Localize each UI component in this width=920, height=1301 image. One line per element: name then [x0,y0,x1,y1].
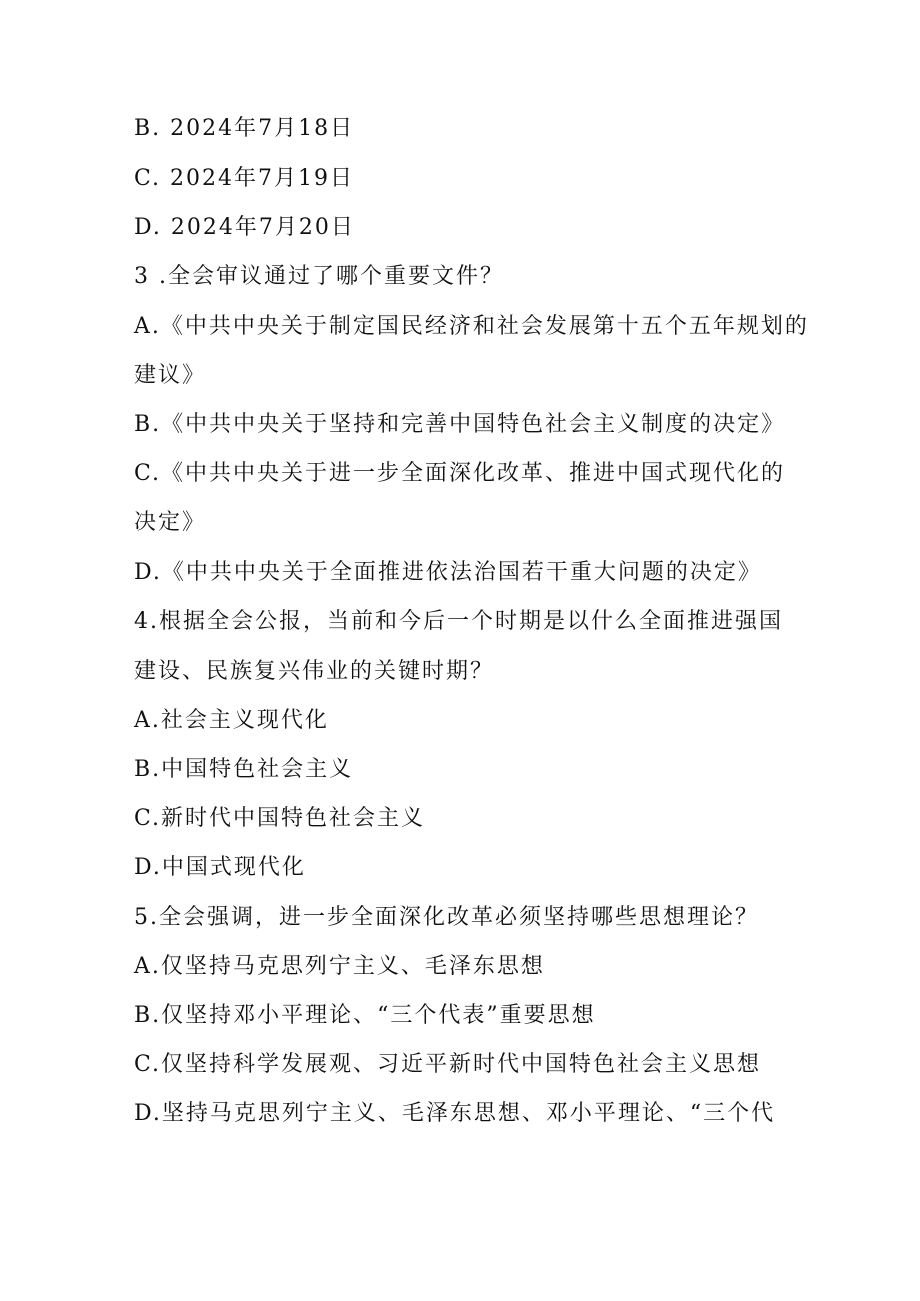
option-b-q3: B.《中共中央关于坚持和完善中国特色社会主义制度的决定》 [134,412,786,437]
option-d-q3: D.《中共中央关于全面推进依法治国若干重大问题的决定》 [134,560,762,585]
option-c-q2: C. 2024年7月19日 [134,166,355,191]
option-a-q3-line2: 建议》 [134,363,207,388]
option-a-q4: A.社会主义现代化 [134,708,329,733]
option-c-q5: C.仅坚持科学发展观、习近平新时代中国特色社会主义思想 [134,1052,762,1077]
option-a-q3-line1: A.《中共中央关于制定国民经济和社会发展第十五个五年规划的 [134,314,809,339]
option-d-q4: D.中国式现代化 [134,855,306,880]
option-c-q3-line2: 决定》 [134,510,207,535]
option-d-q5: D.坚持马克思列宁主义、毛泽东思想、邓小平理论、“三个代 [134,1101,776,1126]
question-5: 5.全会强调，进一步全面深化改革必须坚持哪些思想理论？ [134,905,759,930]
option-c-q3-line1: C.《中共中央关于进一步全面深化改革、推进中国式现代化的 [134,461,786,486]
option-b-q2: B. 2024年7月18日 [134,116,355,141]
option-b-q4: B.中国特色社会主义 [134,757,354,782]
option-d-q2: D. 2024年7月20日 [134,215,355,240]
question-3: 3 .全会审议通过了哪个重要文件？ [134,264,504,289]
option-b-q5: B.仅坚持邓小平理论、“三个代表”重要思想 [134,1003,596,1028]
question-4-line2: 建设、民族复兴伟业的关键时期？ [134,659,495,684]
option-a-q5: A.仅坚持马克思列宁主义、毛泽东思想 [134,954,545,979]
question-4-line1: 4.根据全会公报，当前和今后一个时期是以什么全面推进强国 [134,609,783,634]
option-c-q4: C.新时代中国特色社会主义 [134,806,426,831]
